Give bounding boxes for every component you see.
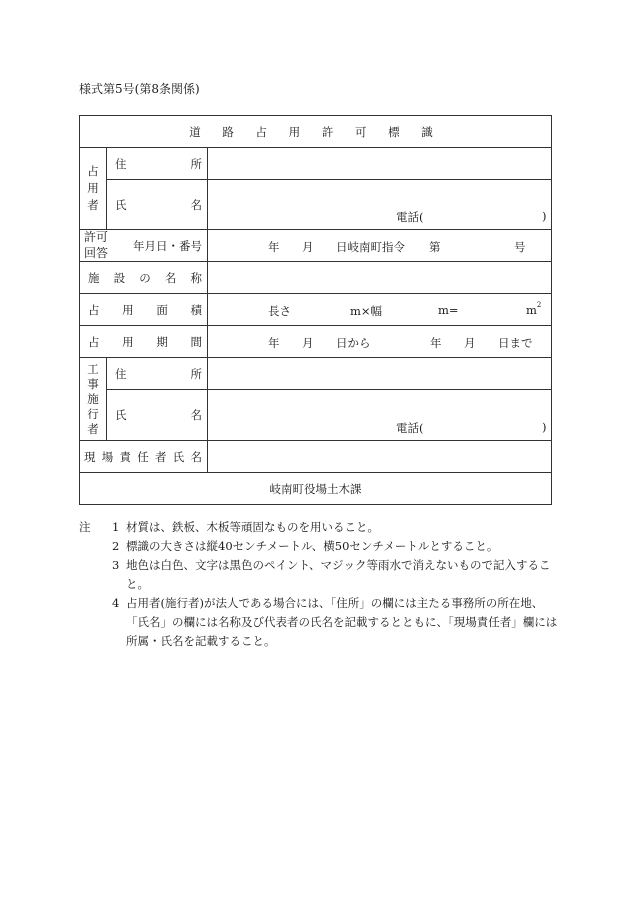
contractor-name-field[interactable] (208, 390, 552, 441)
occupant-phone-label: 電話( (396, 210, 424, 224)
contractor-category-label: 工 事 施 行 者 (80, 358, 107, 441)
facility-name-field[interactable] (208, 262, 552, 294)
occupant-address-field[interactable] (208, 148, 552, 180)
contractor-address-label: 住 所 (107, 358, 208, 390)
contractor-address-field[interactable] (208, 358, 552, 390)
contractor-phone-close: ) (542, 420, 547, 435)
permit-date-number-field[interactable]: 年 月 日岐南町指令 第 号 (208, 230, 552, 262)
note-item: 3 地色は白色、文字は黒色のペイント、マジック等雨水で消えないもので記入すること。 (112, 558, 551, 591)
notes-section (79, 518, 559, 651)
occupant-address-label: 住 所 (107, 148, 208, 180)
occupancy-period-label: 占 用 期 間 (80, 326, 208, 358)
permit-date-number-label: 許可 回答 年月日・番号 (80, 230, 208, 262)
site-manager-name-label: 現 場 責 任 者 氏 名 (80, 441, 208, 473)
occupant-name-field[interactable] (208, 180, 552, 230)
note-item: 1 材質は、鉄板、木板等頑固なものを用いること。 (112, 520, 379, 534)
form-number: 様式第5号(第8条関係) (79, 82, 200, 96)
issuing-office: 岐南町役場土木課 (80, 473, 552, 505)
occupancy-period-field[interactable]: 年 月 日から 年 月 日まで (208, 326, 552, 358)
note-item: 4 占用者(施行者)が法人である場合には、「住所」の欄には主たる事務所の所在地、「氏名」の欄には名称及び代表者の氏名を記載するとともに、「現場責任者」欄には所属・氏名を記載すること。 (112, 596, 558, 648)
contractor-phone-label: 電話( (396, 421, 424, 436)
road-occupancy-permit-sign-table (79, 115, 552, 505)
occupant-name-label: 氏 名 (107, 180, 208, 230)
notes-heading: 注 (79, 520, 91, 534)
note-item: 2 標識の大きさは縦40センチメートル、横50センチメートルとすること。 (112, 539, 499, 553)
sign-title: 道 路 占 用 許 可 標 識 (80, 116, 552, 148)
occupant-category-label: 占 用 者 (80, 148, 107, 230)
occupant-phone-close: ) (542, 209, 547, 223)
site-manager-name-field[interactable] (208, 441, 552, 473)
occupancy-area-label: 占 用 面 積 (80, 294, 208, 326)
contractor-name-label: 氏 名 (107, 390, 208, 441)
facility-name-label: 施 設 の 名 称 (80, 262, 208, 294)
occupancy-area-field[interactable]: 長さ m×幅 m= $m^2$ (208, 294, 552, 326)
